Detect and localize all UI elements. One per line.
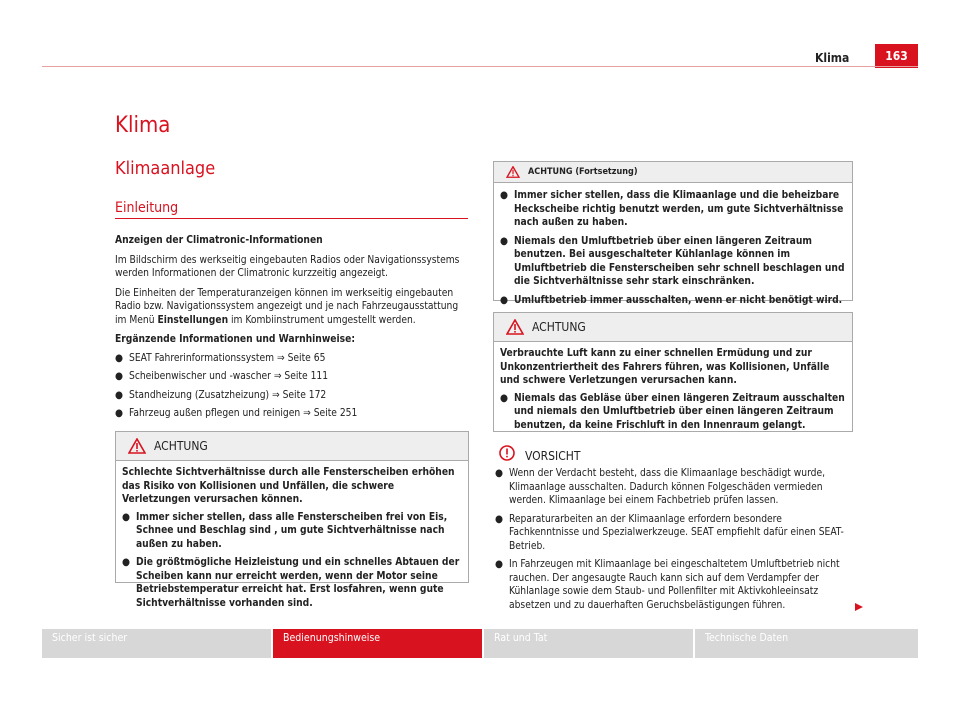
warning-triangle-icon: [128, 438, 146, 454]
list-item: ● Niemals den Umluftbetrieb über einen längeren Zeitraum benutzen. Bei ausgeschalteter Kühlanlage können im Umluftbetrieb die Fensterscheiben sehr schnell beschlagen und die Sichtverhältnisse sehr stark einschränken.: [500, 235, 845, 287]
paragraph-units: Die Einheiten der Temperaturanzeigen können im werkseitig eingebauten Radio bzw. Navigationssystem angezeigt und je nach Fahrzeugausstattung im Menü Einstellungen im Kombiinstrument umgestellt werden.: [115, 287, 459, 326]
list-item: ● Reparaturarbeiten an der Klimaanlage erfordern besondere Fachkenntnisse und Spezialwerkzeuge. SEAT empfiehlt dafür einen SEAT-Betrieb.: [495, 513, 844, 552]
caution-body: [495, 467, 853, 617]
left-column: [115, 234, 467, 426]
list-item[interactable]: ● SEAT Fahrerinformationssystem ⇒ Seite 65: [115, 352, 326, 364]
subsection-rule: [115, 218, 468, 219]
subheading-climatronic: Anzeigen der Climatronic-Informationen: [115, 235, 323, 246]
list-item: ● In Fahrzeugen mit Klimaanlage bei eingeschaltetem Umluftbetrieb nicht rauchen. Der angesaugte Rauch kann sich auf dem Verdampfer der Kühlanlage sowie dem Staub- und Pollenfilter mit Aktivkohleeinsatz absetzen und zu dauerhaften Geruchsbelästigungen führen.: [495, 559, 840, 611]
list-item[interactable]: ● Standheizung (Zusatzheizung) ⇒ Seite 172: [115, 389, 327, 401]
list-item: ● Umluftbetrieb immer ausschalten, wenn er nicht benötigt wird.: [500, 294, 843, 306]
warning-triangle-icon: [506, 166, 520, 178]
warning-box-header: [116, 432, 468, 461]
footer-tab-advice[interactable]: Rat und Tat: [484, 629, 693, 658]
warning-continued-header: [494, 162, 852, 183]
footer-tab-operation[interactable]: Bedienungshinweise: [273, 629, 482, 658]
continue-arrow-icon[interactable]: [854, 597, 864, 616]
list-item: ● Wenn der Verdacht besteht, dass die Klimaanlage beschädigt wurde, Klimaanlage ausschalten. Dadurch können Folgeschäden vermieden werden. Klimaanlage bei einem Fachbetrieb prüfen lassen.: [495, 468, 826, 506]
paragraph-climatronic: Im Bildschirm des werkseitig eingebauten Radios oder Navigationssystems werden Informationen der Climatronic kurzzeitig angezeigt.: [115, 254, 460, 279]
list-item: ● Immer sicher stellen, dass alle Fensterscheiben frei von Eis, Schnee und Beschlag sind , um gute Sichtverhältnisse nach außen zu haben.: [122, 511, 448, 550]
list-item[interactable]: ● Scheibenwischer und -wascher ⇒ Seite 111: [115, 371, 329, 382]
section-title: Klimaanlage: [115, 158, 216, 179]
header-rule: [42, 66, 918, 67]
exclamation-circle-icon: [499, 445, 515, 461]
caution-title: VORSICHT: [525, 449, 581, 463]
warning-box: [493, 312, 853, 432]
list-item[interactable]: ● Fahrzeug außen pflegen und reinigen ⇒ Seite 251: [115, 408, 358, 419]
footer-tab-safety[interactable]: Sicher ist sicher: [42, 629, 271, 658]
warning-box: [115, 431, 469, 609]
subheading-additional: Ergänzende Informationen und Warnhinweise:: [115, 334, 355, 345]
warning-continued-title: ACHTUNG (Fortsetzung): [528, 167, 638, 177]
running-header-title: Klima: [815, 51, 850, 65]
page-number: 163: [875, 44, 918, 68]
footer-tab-technical[interactable]: Technische Daten: [695, 629, 918, 658]
list-item: ● Niemals das Gebläse über einen längeren Zeitraum ausschalten und niemals den Umluftbetrieb über einen längeren Zeitraum benutzen, da keine Frischluft in den Innenraum gelangt.: [500, 392, 845, 431]
warning-continued-box: [493, 161, 853, 306]
caution-header: [499, 443, 580, 463]
warning-intro: Schlechte Sichtverhältnisse durch alle Fensterscheiben erhöhen das Risiko von Kollisionen und Unfällen, die schwere Verletzungen verursachen können.: [122, 467, 455, 505]
list-item: ● Die größtmögliche Heizleistung und ein schnelles Abtauen der Scheiben kann nur erreicht werden, wenn der Motor seine Betriebstemperatur erreicht hat. Erst losfahren, wenn gute Sichtverhältnisse vorhanden sind.: [122, 557, 460, 609]
warning-box-header: [494, 313, 852, 342]
warning-intro: Verbrauchte Luft kann zu einer schnellen Ermüdung und zur Unkonzentriertheit des Fahrers führen, was Kollisionen, Unfälle und schwere Verletzungen verursachen kann.: [500, 348, 830, 386]
list-item: ● Immer sicher stellen, dass die Klimaanlage und die beheizbare Heckscheibe richtig benutzt werden, um gute Sichtverhältnisse nach außen zu haben.: [500, 190, 844, 228]
subsection-title: Einleitung: [115, 200, 179, 216]
warning-title: ACHTUNG: [532, 320, 586, 334]
chapter-title: Klima: [115, 113, 171, 138]
warning-triangle-icon: [506, 319, 524, 335]
warning-title: ACHTUNG: [154, 439, 208, 453]
